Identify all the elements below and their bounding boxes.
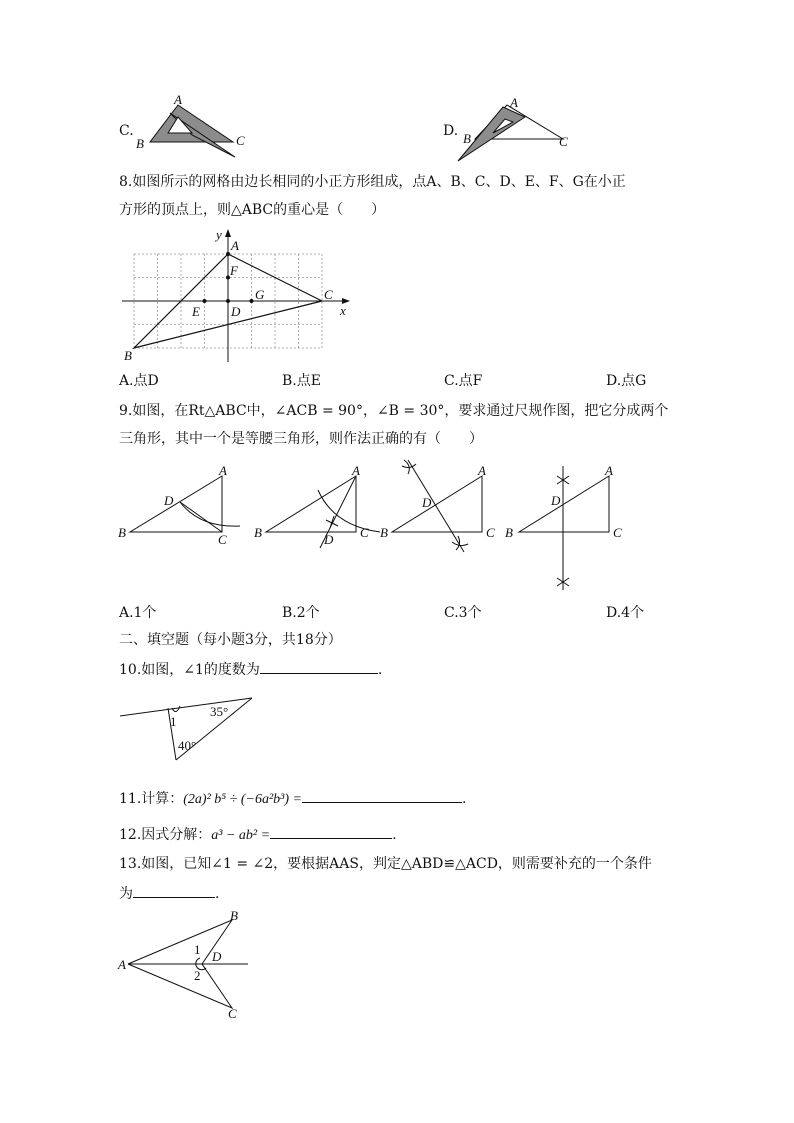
q13-text-line1: 13.如图，已知∠1 = ∠2，要根据AAS，判定△ABD≌△ACD，则需要补充的一个条件 xyxy=(119,856,652,872)
q9f3-label-d: D xyxy=(422,495,432,510)
q8-option-c[interactable]: C.点F xyxy=(444,373,483,389)
q9f3-label-c: C xyxy=(486,525,495,540)
q9f4-label-d: D xyxy=(551,493,561,508)
q10-text xyxy=(119,659,382,680)
q11-end: . xyxy=(461,791,467,807)
q10-prompt: 10.如图，∠1的度数为 xyxy=(119,662,260,678)
q7d-label-b: B xyxy=(463,131,471,146)
q13-label-1: 1 xyxy=(194,942,201,957)
q11-expression: (2a)² b⁵ ÷ (−6a²b³) = xyxy=(183,792,302,807)
q8-label-x: x xyxy=(340,303,346,318)
q9f4-label-c: C xyxy=(613,525,622,540)
q13-label-b: B xyxy=(230,908,238,923)
q11-text xyxy=(119,788,466,810)
q12-answer-blank[interactable] xyxy=(270,824,392,839)
q10-answer-blank[interactable] xyxy=(260,659,378,674)
q7-figure-c xyxy=(130,92,250,160)
q9f1-label-a: A xyxy=(219,463,227,478)
q8-label-f: F xyxy=(230,263,238,278)
q7-figure-d xyxy=(455,95,575,165)
q13-figure xyxy=(118,910,258,1020)
q8-label-d: D xyxy=(231,304,241,319)
q9-option-d[interactable]: D.4个 xyxy=(606,605,645,621)
q9f3-label-a: A xyxy=(478,463,486,478)
q7c-label-a: A xyxy=(174,92,182,107)
q9f2-label-d: D xyxy=(324,532,334,547)
q9-text-line1: 9.如图，在Rt△ABC中，∠ACB = 90°，∠B = 30°，要求通过尺规作图，把它分成两个 xyxy=(119,403,669,419)
q12-text xyxy=(119,824,397,846)
q13-end: . xyxy=(215,886,220,902)
q9f2-label-c: C xyxy=(360,525,369,540)
q12-expression: a³ − ab² = xyxy=(211,828,271,843)
q9-option-c[interactable]: C.3个 xyxy=(444,605,482,621)
q9f1-label-c: C xyxy=(218,532,227,547)
q8-text-line1: 8.如图所示的网格由边长相同的小正方形组成，点A、B、C、D、E、F、G在小正 xyxy=(119,174,626,190)
q9-figure-2 xyxy=(252,462,382,552)
q8-label-a: A xyxy=(231,238,239,253)
q9f3-label-b: B xyxy=(380,525,388,540)
q7d-label-a: A xyxy=(510,95,518,110)
q11-answer-blank[interactable] xyxy=(302,788,462,803)
q9-figure-1 xyxy=(118,462,253,547)
q8-option-d[interactable]: D.点G xyxy=(606,373,647,389)
q8-label-g: G xyxy=(255,287,265,302)
q8-label-e: E xyxy=(192,304,200,319)
q10-label-35: 35° xyxy=(210,704,229,719)
q9f2-label-b: B xyxy=(254,525,262,540)
q7c-label-c: C xyxy=(236,133,245,148)
q9f1-label-d: D xyxy=(164,493,174,508)
q13-answer-blank[interactable] xyxy=(133,883,215,898)
q13-label-c: C xyxy=(228,1006,237,1021)
q10-end: . xyxy=(377,662,383,678)
section-2-heading: 二、填空题（每小题3分，共18分） xyxy=(119,632,342,648)
q8-option-b[interactable]: B.点E xyxy=(282,373,321,389)
q12-end: . xyxy=(392,827,397,843)
q13-label-2: 2 xyxy=(194,968,201,983)
q7-option-c-label[interactable]: C. xyxy=(119,123,134,139)
q7-option-d-label[interactable]: D. xyxy=(443,123,459,139)
q13-text-line2 xyxy=(119,883,219,904)
q13-label-a: A xyxy=(118,957,126,972)
q11-prompt: 11.计算： xyxy=(119,791,184,807)
q12-prompt: 12.因式分解： xyxy=(119,827,212,843)
q9-text-line2: 三角形，其中一个是等腰三角形，则作法正确的有（ ） xyxy=(119,431,483,447)
q8-option-a[interactable]: A.点D xyxy=(119,373,159,389)
q8-grid-figure xyxy=(118,225,358,365)
q9f1-label-b: B xyxy=(118,525,126,540)
q13-label-d: D xyxy=(212,949,222,964)
q9f2-label-a: A xyxy=(352,463,360,478)
q9f4-label-b: B xyxy=(505,525,513,540)
q8-label-y: y xyxy=(216,227,222,242)
q8-text-line2: 方形的顶点上，则△ABC的重心是（ ） xyxy=(119,202,386,218)
q9-option-b[interactable]: B.2个 xyxy=(282,605,320,621)
q10-figure xyxy=(118,694,258,766)
q9f4-label-a: A xyxy=(605,463,613,478)
q8-label-b: B xyxy=(124,348,132,363)
q7c-label-b: B xyxy=(136,136,144,151)
q9-figure-3 xyxy=(378,456,508,556)
q13-prompt-2: 为 xyxy=(119,886,133,902)
q8-label-c: C xyxy=(324,287,333,302)
q10-label-40: 40° xyxy=(178,738,197,753)
q7d-label-c: C xyxy=(559,134,568,149)
q9-figure-4 xyxy=(505,462,630,594)
q9-option-a[interactable]: A.1个 xyxy=(119,605,157,621)
q10-label-1: 1 xyxy=(170,714,177,729)
